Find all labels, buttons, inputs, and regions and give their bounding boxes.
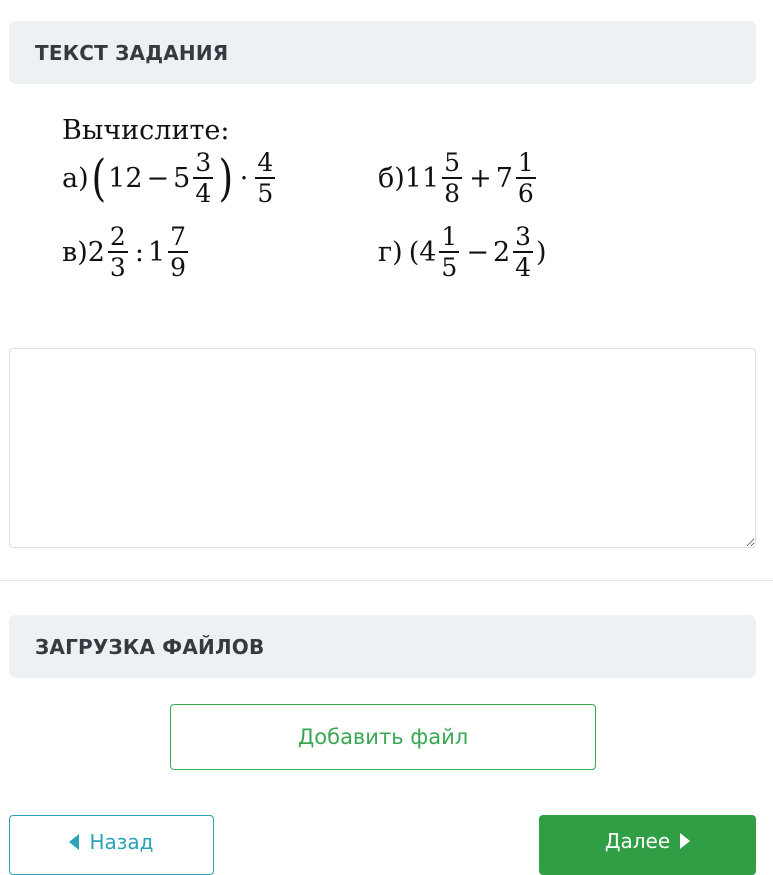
numerator: 1 [517,148,534,177]
answer-textarea[interactable] [9,348,756,548]
item-label: г) [378,236,403,268]
whole-part: 7 [495,162,513,194]
task-text-header [9,21,756,84]
add-file-button[interactable]: Добавить файл [170,704,596,770]
fraction [513,224,533,280]
close-paren: ) [218,149,234,207]
denominator: 5 [257,179,274,208]
item-label: а) [62,162,89,194]
task-image [62,112,582,302]
denominator: 8 [444,179,461,208]
next-button-label: Далее [604,829,671,853]
numerator: 7 [170,222,187,251]
whole-part: 5 [173,162,191,194]
arrow-left-icon [69,834,79,850]
item-label: б) [378,162,405,194]
denominator: 5 [441,253,458,282]
minus-sign: − [466,236,489,268]
task-item-a [62,150,278,206]
back-button[interactable] [9,815,214,875]
minus-sign: − [146,162,170,194]
numerator: 2 [109,222,126,251]
item-label: в) [62,236,88,268]
denominator: 9 [170,253,187,282]
numerator: 5 [444,148,461,177]
open-paren: ( [408,236,420,268]
whole-part: 4 [419,236,437,268]
whole-part: 2 [492,236,511,268]
plus-sign: + [469,162,492,194]
denominator: 6 [517,179,534,208]
whole-part: 2 [87,236,105,268]
numerator: 4 [257,148,274,177]
file-upload-title: ЗАГРУЗКА ФАЙЛОВ [35,634,265,659]
arrow-right-icon [680,833,690,849]
fraction [516,150,536,206]
task-item-g [378,224,547,280]
fraction [442,150,462,206]
section-divider [0,580,773,581]
next-button[interactable] [539,815,756,875]
whole-part: 11 [404,162,440,194]
numerator: 3 [515,222,532,251]
file-upload-header [9,615,756,678]
denominator: 3 [109,253,126,282]
task-text-title: ТЕКСТ ЗАДАНИЯ [35,40,229,65]
task-prompt: Вычислите: [62,115,230,146]
task-item-v [62,224,191,280]
fraction [439,224,459,280]
open-paren: ( [91,149,106,207]
denominator: 4 [195,179,212,208]
denominator: 4 [515,253,532,282]
back-button-label: Назад [89,830,154,854]
divide-sign: : [134,236,144,268]
multiply-dot: · [239,162,249,194]
fraction [168,224,188,280]
number: 12 [108,162,143,194]
numerator: 1 [441,222,458,251]
task-item-b [378,150,539,206]
fraction [255,150,275,206]
whole-part: 1 [147,236,166,268]
fraction [193,150,213,206]
fraction [108,224,128,280]
numerator: 3 [195,148,212,177]
close-paren: ) [536,236,547,268]
